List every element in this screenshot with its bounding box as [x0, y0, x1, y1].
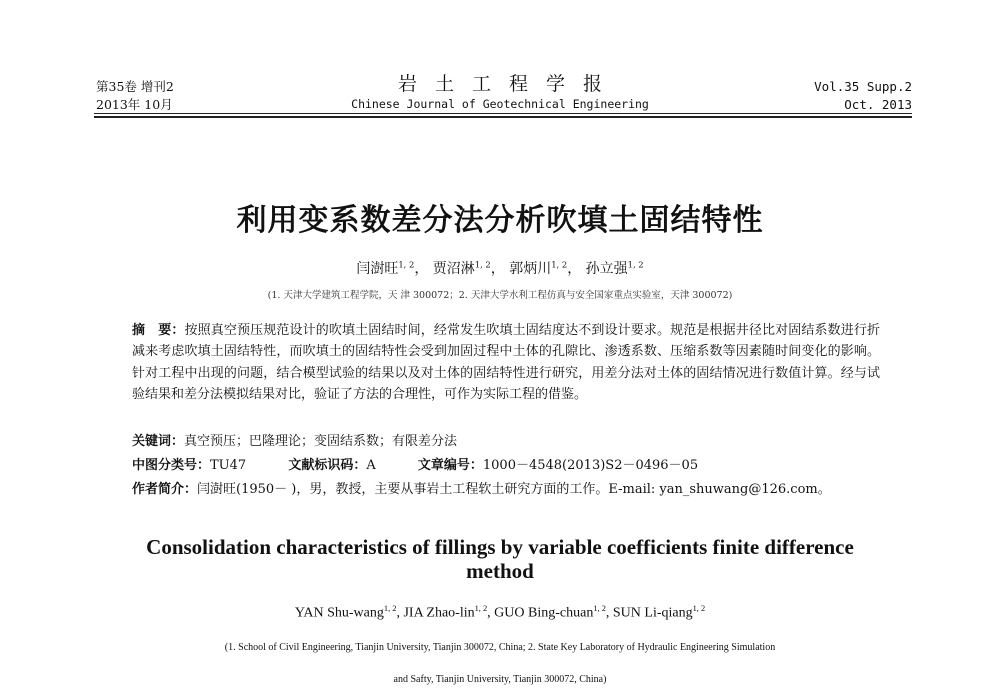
author-sup: 1, 2 [593, 604, 606, 613]
title-cn: 利用变系数差分法分析吹填土固结特性 [236, 203, 764, 238]
affiliation-cn: (1. 天津大学建筑工程学院，天 津 300072；2. 天津大学水利工程仿真与安全国家重点实验室，天津 300072) [267, 290, 733, 301]
doc-code-label: 文献标识码： [288, 458, 367, 473]
doc-code-value: A [366, 458, 376, 473]
journal-name-cn: 岩土工程学报 [397, 73, 620, 95]
header-volume-en: Vol.35 Supp.2 [814, 79, 912, 94]
author-en: YAN Shu-wang [294, 605, 384, 621]
author-cn: 郭炳川 [509, 261, 552, 277]
keywords [132, 432, 892, 452]
author-bio [132, 480, 892, 500]
header-date: 2013年 10月 [96, 97, 173, 112]
author-en: GUO Bing-chuan [494, 605, 594, 621]
header-rule-thick [94, 116, 912, 118]
author-bio-label: 作者简介： [132, 482, 198, 497]
header-left [96, 78, 174, 114]
abstract-text: 按照真空预压规范设计的吹填土固结时间，经常发生吹填土固结度达不到设计要求。规范是根据井径比对固结系数进行折减来考虑吹填土固结特性，而吹填土的固结特性会受到加固过程中土体的孔隙比、渗透系数、压缩系数等因素随时间变化的影响。针对工程中出现的问题，结合模型试验的结果以及对土体的固结特性进行研究，用差分法对土体的固结情况进行数值计算。经与试验结果和差分法模拟结果对比，验证了方法的合理性，可作为实际工程的借鉴。 [132, 323, 880, 402]
abstract-label: 摘 要： [132, 323, 185, 338]
clc-label: 中图分类号： [132, 458, 211, 473]
header-date-en: Oct. 2013 [844, 97, 912, 112]
author-sup: 1, 2 [551, 259, 568, 270]
author-cn: 贾沼淋 [432, 261, 475, 277]
title-en: Consolidation characteristics of fillings by variable coefficients finite difference method [146, 535, 854, 583]
abstract [132, 320, 880, 405]
author-cn: 孙立强 [585, 261, 628, 277]
author-sup: 1, 2 [398, 259, 415, 270]
author-sup: 1, 2 [692, 604, 706, 613]
header-rule-thin [94, 113, 912, 114]
authors-en: YAN Shu-wang$^{1, 2}$, JIA Zhao-lin$^{1, 2}$, GUO Bing-chuan$^{1, 2}$, SUN Li-qiang$^{1, 2}$ [294, 604, 706, 621]
affiliation-en-line2: and Safty, Tianjin University, Tianjin 300072, China) [393, 674, 607, 685]
header-center [330, 72, 670, 112]
author-sup: 1, 2 [627, 259, 644, 270]
article-no-label: 文章编号： [417, 458, 483, 473]
author-sup: 1, 2 [474, 259, 491, 270]
keywords-text: 真空预压；巴隆理论；变固结系数；有限差分法 [184, 434, 458, 449]
authors-cn: 闫澍旺$^{1, 2}$， 贾沼淋$^{1, 2}$， 郭炳川$^{1, 2}$， 孙立强$^{1, 2}$ [356, 259, 644, 277]
author-sup: 1, 2 [474, 604, 488, 613]
keywords-label: 关键词： [132, 434, 185, 449]
header-right [814, 78, 912, 114]
journal-name-en: Chinese Journal of Geotechnical Engineering [351, 97, 649, 111]
affiliation-en-line1: (1. School of Civil Engineering, Tianjin University, Tianjin 300072, China; 2. State Key Laboratory of Hydraulic Engineering Simulation [224, 642, 776, 653]
author-en: JIA Zhao-lin [403, 605, 475, 621]
author-sup: 1, 2 [383, 604, 397, 613]
clc-value: TU47 [210, 458, 247, 473]
header-volume: 第35卷 增刊2 [96, 79, 174, 94]
author-en: SUN Li-qiang [612, 605, 693, 621]
classification [132, 456, 892, 476]
author-cn: 闫澍旺 [356, 261, 399, 277]
affiliation-en [100, 632, 900, 696]
article-no-value: 1000－4548(2013)S2－0496－05 [482, 458, 699, 473]
author-bio-text: 闫澍旺(1950－ )，男，教授，主要从事岩土工程软土研究方面的工作。E-mail: yan_shuwang@126.com。 [197, 482, 831, 497]
